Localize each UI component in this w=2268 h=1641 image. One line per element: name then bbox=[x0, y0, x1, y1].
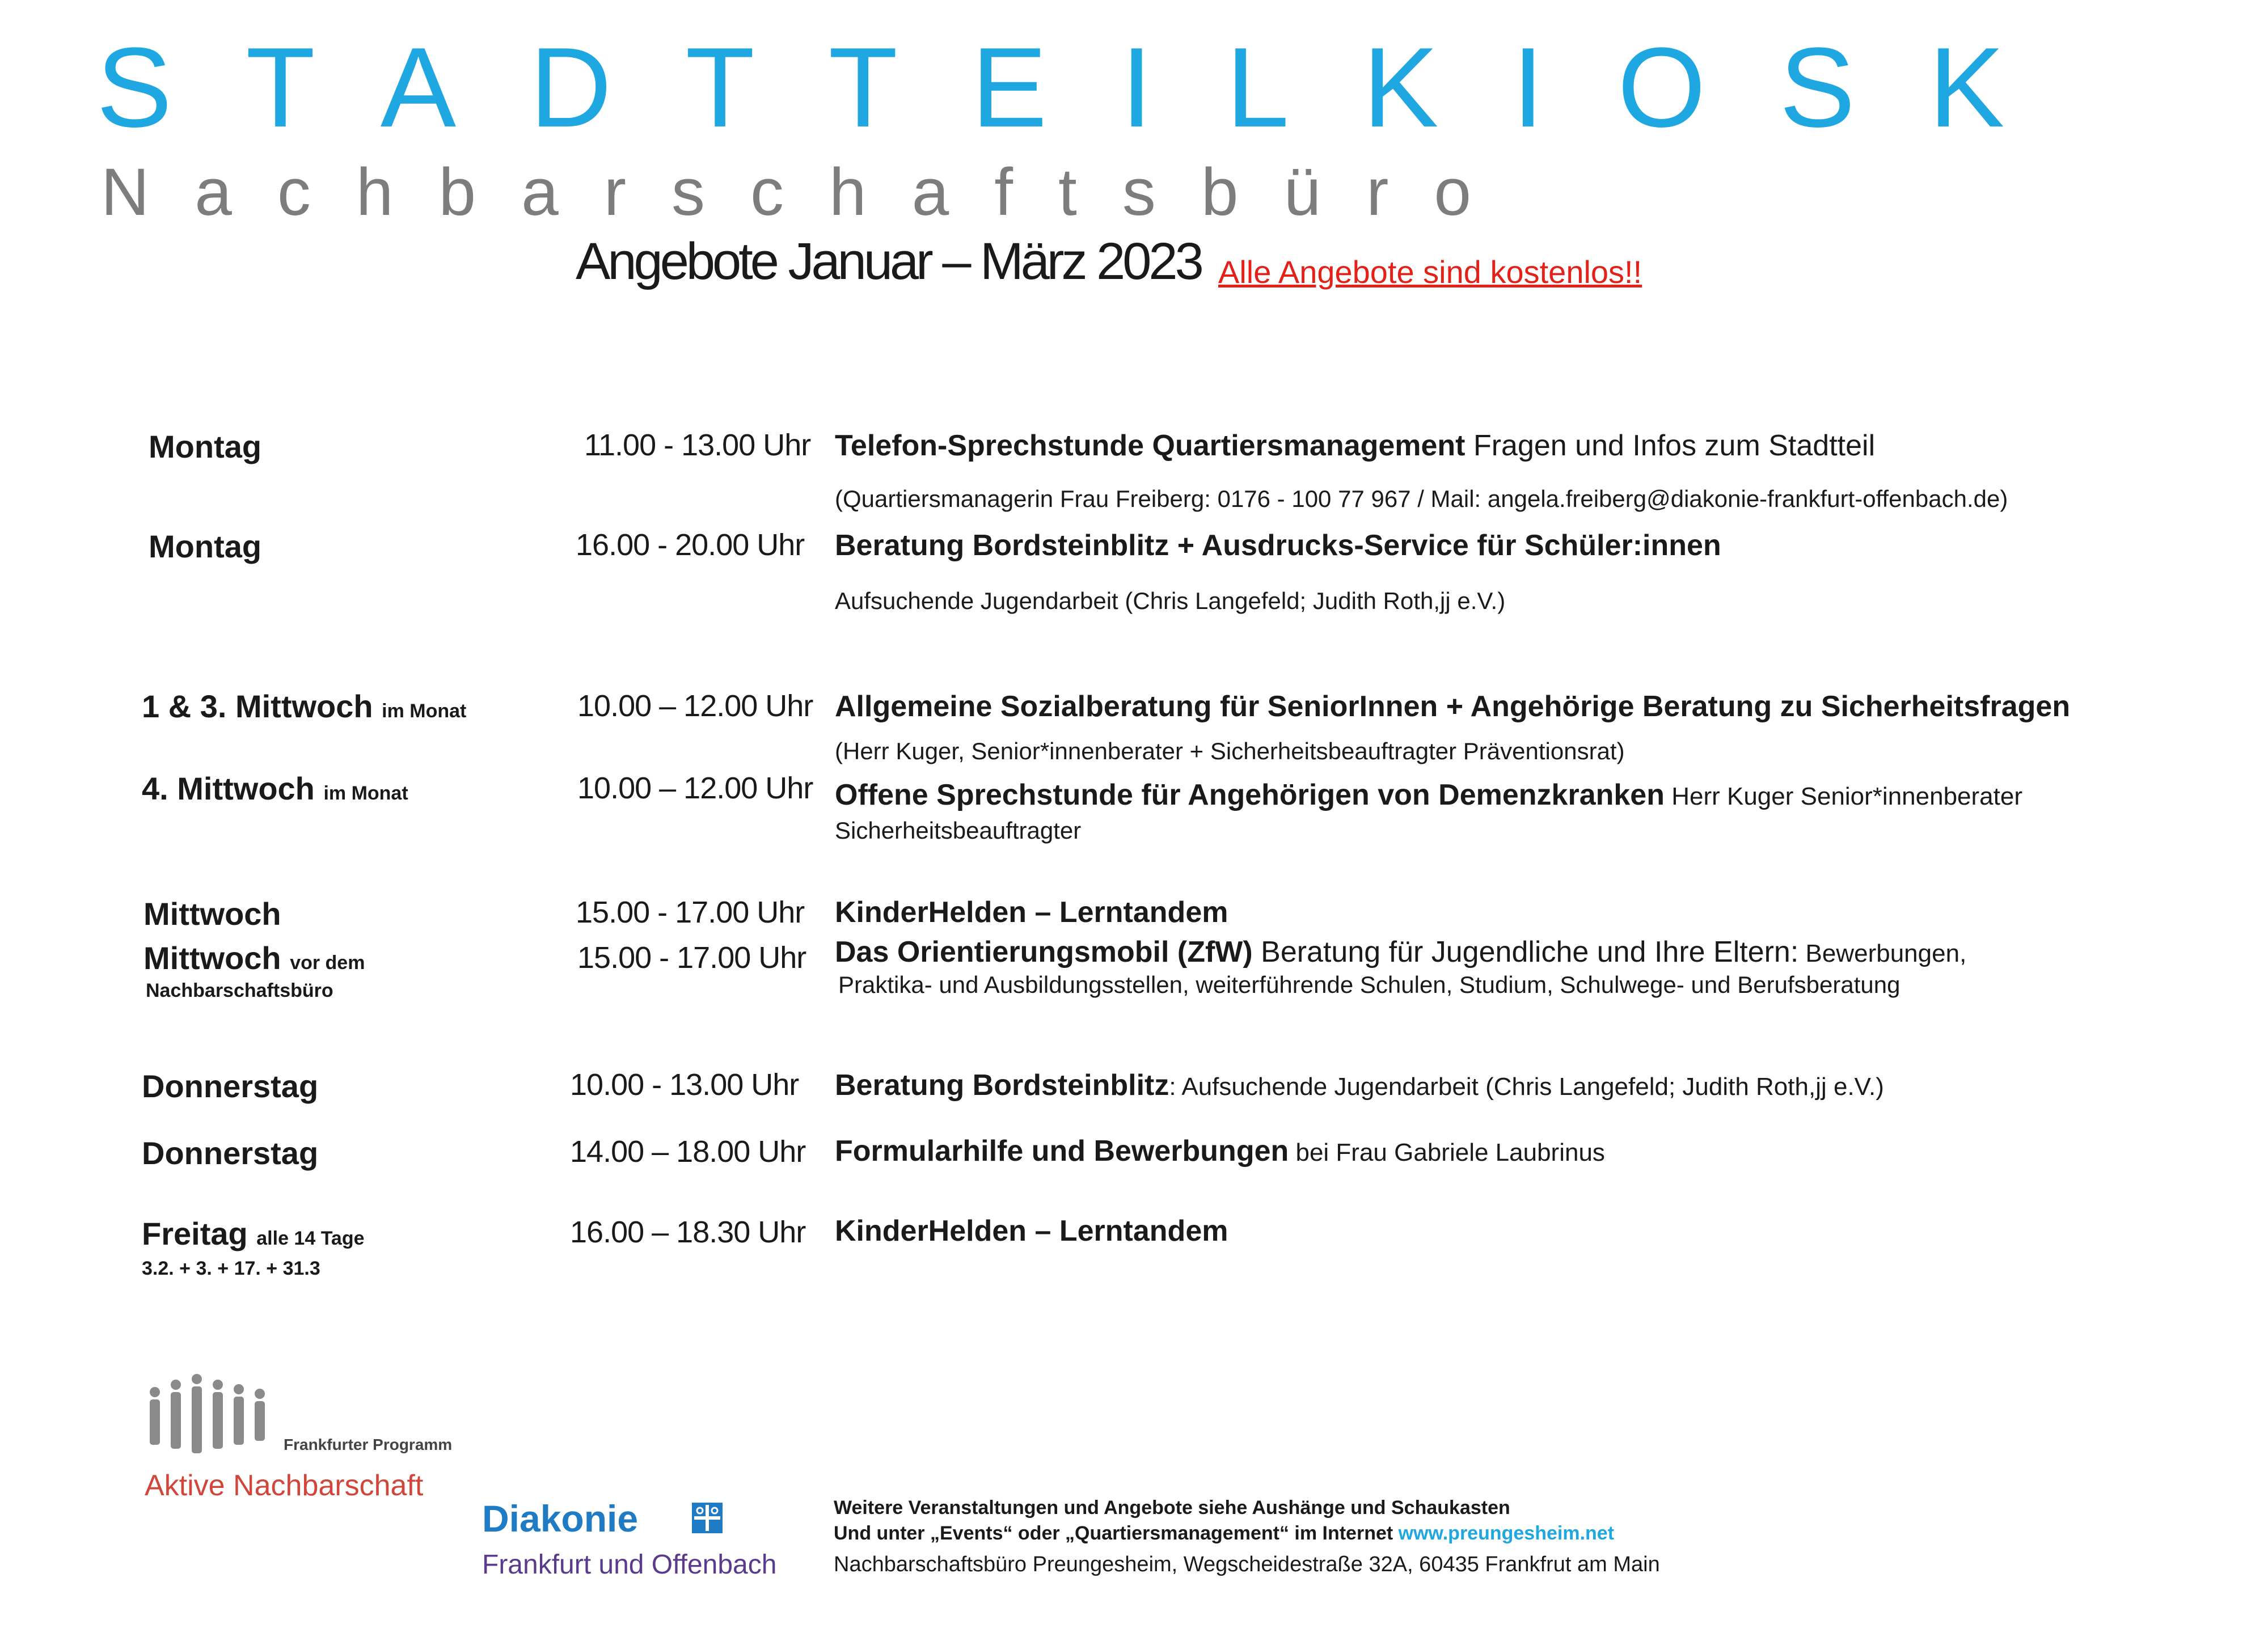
day-note: vor dem bbox=[290, 952, 365, 974]
page-title: STADTTEILKIOSK bbox=[96, 24, 2079, 151]
row-detail: Aufsuchende Jugendarbeit (Chris Langefeld; Judith Roth,jj e.V.) bbox=[835, 587, 1506, 614]
diakonie-logo-text: Diakonie bbox=[482, 1498, 639, 1540]
offer-period: Angebote Januar – März 2023 bbox=[576, 232, 1201, 290]
day-label: 1 & 3. Mittwoch bbox=[142, 688, 373, 724]
row-activity bbox=[835, 779, 2022, 813]
row-activity bbox=[835, 936, 1966, 970]
day-note: im Monat bbox=[382, 700, 467, 722]
program-label: Frankfurter Programm bbox=[284, 1436, 453, 1453]
row-activity bbox=[835, 1069, 1884, 1103]
aktive-nachbarschaft-label: Aktive Nachbarschaft bbox=[145, 1469, 424, 1502]
footer-info: Weitere Veranstaltungen und Angebote siehe Aushänge und Schaukasten bbox=[834, 1497, 1510, 1519]
footer-web-text: Und unter „Events“ oder „Quartiersmanagement“ im Internet bbox=[834, 1522, 1399, 1544]
day-note: alle 14 Tage bbox=[256, 1228, 365, 1249]
row-detail: (Herr Kuger, Senior*innenberater + Sicherheitsbeauftragter Präventionsrat) bbox=[835, 738, 1625, 764]
day-label: Freitag bbox=[142, 1216, 248, 1251]
row-day: Donnerstag bbox=[142, 1068, 319, 1104]
row-day: Montag bbox=[149, 528, 262, 564]
day-note: im Monat bbox=[323, 783, 408, 804]
row-time: 10.00 – 12.00 Uhr bbox=[577, 771, 813, 805]
diakonie-city-label: Frankfurt und Offenbach bbox=[482, 1550, 777, 1580]
diakonie-cross-icon bbox=[692, 1503, 723, 1533]
row-time: 14.00 – 18.00 Uhr bbox=[570, 1135, 806, 1169]
activity-text: : Aufsuchende Jugendarbeit (Chris Langefeld; Judith Roth,jj e.V.) bbox=[1169, 1073, 1884, 1101]
day-label: 4. Mittwoch bbox=[142, 771, 315, 806]
row-activity bbox=[835, 1135, 1605, 1169]
row-day: Montag bbox=[149, 429, 262, 464]
activity-text: Fragen und Infos zum Stadtteil bbox=[1465, 429, 1876, 462]
row-activity bbox=[835, 690, 2070, 724]
row-detail: Sicherheitsbeauftragter bbox=[835, 817, 1082, 844]
row-time: 16.00 – 18.30 Uhr bbox=[570, 1215, 806, 1249]
row-time: 16.00 - 20.00 Uhr bbox=[576, 528, 805, 562]
row-activity bbox=[835, 1215, 1228, 1249]
row-time: 10.00 - 13.00 Uhr bbox=[570, 1068, 799, 1102]
row-detail: Praktika- und Ausbildungsstellen, weiterführende Schulen, Studium, Schulwege- und Berufsberatung bbox=[838, 971, 1900, 998]
activity-title: KinderHelden – Lerntandem bbox=[835, 896, 1228, 929]
row-time: 15.00 - 17.00 Uhr bbox=[576, 895, 805, 929]
day-subnote: Nachbarschaftsbüro bbox=[146, 980, 333, 1001]
footer-web bbox=[834, 1522, 1614, 1545]
page-subtitle: Nachbarschaftsbüro bbox=[101, 155, 1517, 230]
activity-title: Das Orientierungsmobil (ZfW) bbox=[835, 936, 1253, 968]
row-time: 15.00 - 17.00 Uhr bbox=[577, 941, 806, 975]
day-label: Mittwoch bbox=[143, 940, 281, 976]
row-activity bbox=[835, 896, 1228, 930]
row-activity bbox=[835, 529, 1721, 563]
activity-text: Beratung für Jugendliche und Ihre Eltern: bbox=[1252, 936, 1799, 968]
activity-title: Formularhilfe und Bewerbungen bbox=[835, 1135, 1289, 1168]
row-activity bbox=[835, 429, 1875, 463]
activity-note: Bewerbungen, bbox=[1798, 940, 1967, 967]
activity-title: Allgemeine Sozialberatung für SeniorInnen + Angehörige Beratung zu Sicherheitsfragen bbox=[835, 690, 2071, 723]
activity-text: Herr Kuger Senior*innenberater bbox=[1664, 783, 2023, 810]
row-detail: (Quartiersmanagerin Frau Freiberg: 0176 - 100 77 967 / Mail: angela.freiberg@diakonie-frankfurt-offenbach.de) bbox=[835, 485, 2008, 512]
free-note: Alle Angebote sind kostenlos!! bbox=[1218, 254, 1642, 290]
activity-title: Offene Sprechstunde für Angehörigen von Demenzkranken bbox=[835, 779, 1665, 811]
people-logo-icon bbox=[145, 1372, 281, 1463]
row-day bbox=[142, 688, 467, 724]
website-link[interactable]: www.preungesheim.net bbox=[1398, 1522, 1615, 1544]
day-subnote: 3.2. + 3. + 17. + 31.3 bbox=[142, 1258, 320, 1279]
activity-title: Telefon-Sprechstunde Quartiersmanagement bbox=[835, 429, 1465, 462]
row-day: Mittwoch bbox=[143, 896, 281, 932]
activity-title: KinderHelden – Lerntandem bbox=[835, 1215, 1228, 1247]
row-time: 10.00 – 12.00 Uhr bbox=[577, 689, 813, 723]
activity-title: Beratung Bordsteinblitz bbox=[835, 1069, 1169, 1102]
footer-address: Nachbarschaftsbüro Preungesheim, Wegscheidestraße 32A, 60435 Frankfrut am Main bbox=[834, 1553, 1660, 1576]
row-day: Donnerstag bbox=[142, 1135, 319, 1171]
row-day bbox=[142, 1218, 365, 1250]
activity-title: Beratung Bordsteinblitz + Ausdrucks-Service für Schüler:innen bbox=[835, 529, 1721, 562]
activity-text: bei Frau Gabriele Laubrinus bbox=[1289, 1139, 1605, 1166]
row-time: 11.00 - 13.00 Uhr bbox=[584, 428, 811, 462]
row-day bbox=[142, 773, 408, 805]
row-day bbox=[143, 942, 365, 974]
